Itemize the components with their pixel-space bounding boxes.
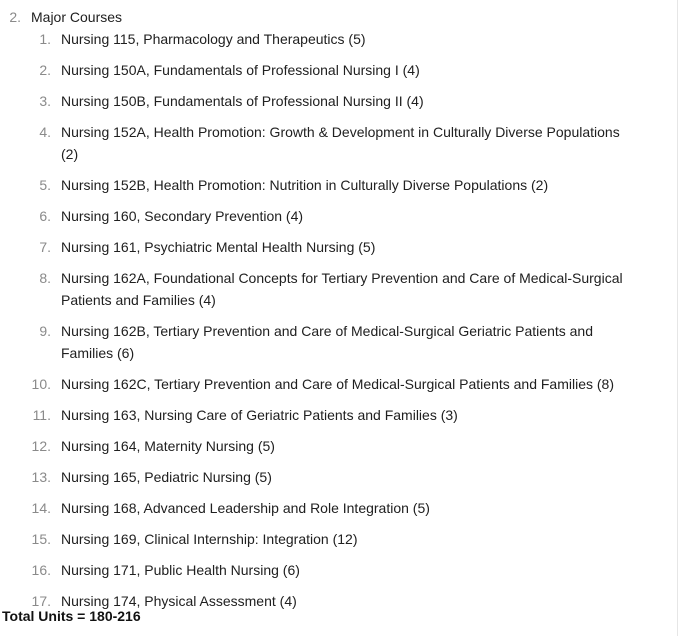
list-item-text: Nursing 150B, Fundamentals of Professional Nursing II (4) (61, 93, 424, 109)
list-item-text: Nursing 160, Secondary Prevention (4) (61, 208, 304, 224)
list-item-number: 7. (39, 239, 51, 255)
list-item (0, 121, 660, 165)
course-list (0, 28, 660, 621)
list-item-number: 12. (31, 438, 51, 454)
section-header (0, 7, 660, 27)
list-item (0, 205, 660, 227)
list-item-text: Nursing 174, Physical Assessment (4) (61, 593, 297, 609)
page-right-border (677, 0, 699, 636)
list-item (0, 28, 660, 50)
list-item (0, 373, 660, 395)
list-item (0, 174, 660, 196)
list-item-text: Nursing 162A, Foundational Concepts for Tertiary Prevention and Care of Medical-Surgical Patients and Families (4) (61, 270, 623, 308)
list-item-text: Nursing 169, Clinical Internship: Integration (12) (61, 531, 358, 547)
list-item-text: Nursing 162C, Tertiary Prevention and Care of Medical-Surgical Patients and Families (8) (61, 376, 614, 392)
list-item-text: Nursing 162B, Tertiary Prevention and Care of Medical-Surgical Geriatric Patients and Families (6) (61, 323, 593, 361)
list-item-text: Nursing 163, Nursing Care of Geriatric Patients and Families (3) (61, 407, 458, 423)
list-item-text: Nursing 168, Advanced Leadership and Role Integration (5) (61, 500, 430, 516)
list-item (0, 90, 660, 112)
list-item (0, 435, 660, 457)
list-item-text: Nursing 152B, Health Promotion: Nutrition in Culturally Diverse Populations (2) (61, 177, 549, 193)
list-item-number: 1. (39, 31, 51, 47)
list-item-text: Nursing 115, Pharmacology and Therapeutics (5) (61, 31, 366, 47)
list-item (0, 404, 660, 426)
list-item-number: 5. (39, 177, 51, 193)
list-item-number: 6. (39, 208, 51, 224)
list-item-text: Nursing 150A, Fundamentals of Professional Nursing I (4) (61, 62, 420, 78)
list-item-number: 16. (31, 562, 51, 578)
list-item-number: 10. (31, 376, 51, 392)
list-item-number: 14. (31, 500, 51, 516)
list-item (0, 559, 660, 581)
list-item (0, 267, 660, 311)
list-item-text: Nursing 171, Public Health Nursing (6) (61, 562, 300, 578)
list-item (0, 497, 660, 519)
list-item-number: 3. (39, 93, 51, 109)
list-item-number: 13. (31, 469, 51, 485)
list-item (0, 466, 660, 488)
list-item-text: Nursing 152A, Health Promotion: Growth & Development in Culturally Diverse Populations (2) (61, 124, 620, 162)
list-item-number: 8. (39, 270, 51, 286)
list-item-number: 4. (39, 124, 51, 140)
major-courses-section (0, 7, 660, 609)
list-item (0, 236, 660, 258)
list-item (0, 320, 660, 364)
section-title: Major Courses (31, 9, 123, 25)
list-item (0, 59, 660, 81)
total-units: Total Units = 180-216 (2, 608, 141, 624)
list-item (0, 528, 660, 550)
list-item-text: Nursing 164, Maternity Nursing (5) (61, 438, 275, 454)
list-item-number: 15. (31, 531, 51, 547)
list-item-number: 17. (31, 593, 51, 609)
list-item-text: Nursing 165, Pediatric Nursing (5) (61, 469, 272, 485)
list-item-number: 2. (39, 62, 51, 78)
list-item-number: 11. (32, 407, 51, 423)
list-item-number: 9. (39, 323, 51, 339)
list-item-text: Nursing 161, Psychiatric Mental Health Nursing (5) (61, 239, 376, 255)
section-number: 2. (9, 9, 21, 25)
